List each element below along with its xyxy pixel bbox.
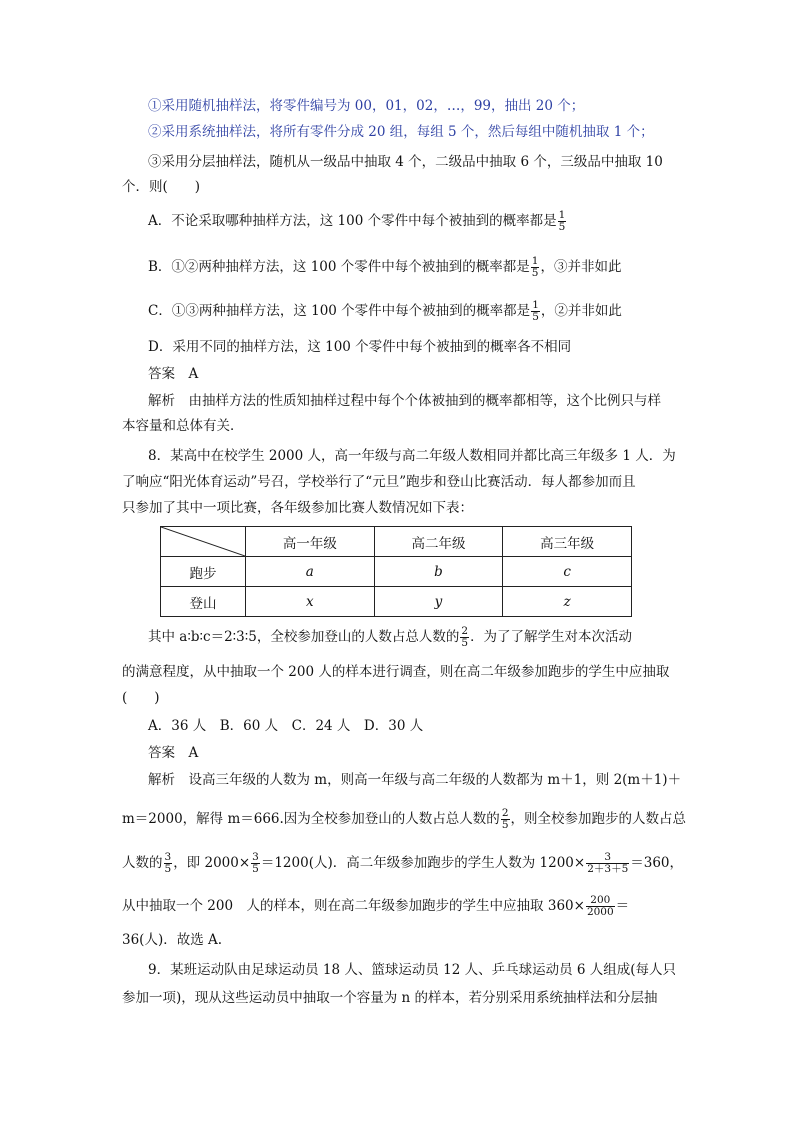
option-d: D．采用不同的抽样方法，这 100 个零件中每个被抽到的概率各不相同 <box>148 339 572 355</box>
fraction-three-fifths: $\frac{3}{5}$ <box>252 851 259 875</box>
table-cell: b <box>374 557 503 587</box>
fraction-200-over-2000: $\frac{200}{2000}$ <box>586 894 614 918</box>
table-cell: x <box>246 587 375 617</box>
row-label-running: 跑步 <box>161 557 246 587</box>
fraction-one-fifth: $\frac{1}{5}$ <box>531 255 539 279</box>
table-cell: a <box>246 557 375 587</box>
method-3: ③采用分层抽样法，随机从一级品中抽取 4 个，二级品中抽取 6 个，三级品中抽取 10 <box>148 154 663 170</box>
table-cell: c <box>503 557 632 587</box>
header-grade-1: 高一年级 <box>246 527 375 557</box>
table-cell: z <box>503 587 632 617</box>
fraction-three-fifths: $\frac{3}{5}$ <box>164 851 172 875</box>
table-cell: y <box>374 587 503 617</box>
answer-8: 答案 A <box>148 745 199 761</box>
explanation-7-cont: 本容量和总体有关． <box>122 418 244 434</box>
table-header-row <box>161 527 632 557</box>
fraction-two-fifths: $\frac{2}{5}$ <box>461 625 469 649</box>
table-row <box>161 557 632 587</box>
option-b: B．①②两种抽样方法，这 100 个零件中每个被抽到的概率都是 $\frac{1}{5}$ ，③并非如此 <box>148 255 622 279</box>
question-8-after-table: 其中 a∶b∶c＝2∶3∶5，全校参加登山的人数占总人数的 $\frac{2}{5}$ ．为了了解学生对本次活动 <box>148 625 633 649</box>
question-8-line3: 只参加了其中一项比赛，各年级参加比赛人数情况如下表： <box>122 500 473 516</box>
header-grade-2: 高二年级 <box>374 527 503 557</box>
explanation-8-line3: 人数的 $\frac{3}{5}$ ，即 2000× $\frac{3}{5}$ ＝1200(人)．高二年级参加跑步的学生人数为 1200× $\frac{3}{2+3+5}$ ＝360， <box>122 851 684 875</box>
header-grade-3: 高三年级 <box>503 527 632 557</box>
method-1 <box>148 96 584 116</box>
method-1-text: ①采用随机抽样法，将零件编号为 00，01，02，…，99，抽出 20 个； <box>148 98 585 114</box>
table-row <box>161 587 632 617</box>
question-8-line2: 了响应“阳光体育运动”号召，学校举行了“元旦”跑步和登山比赛活动．每人都参加而且 <box>122 474 636 490</box>
row-label-climbing: 登山 <box>161 587 246 617</box>
fraction-three-over-sum: $\frac{3}{2+3+5}$ <box>587 851 629 875</box>
question-9-line2: 参加一项)，现从这些运动员中抽取一个容量为 n 的样本，若分别采用系统抽样法和分层抽 <box>122 990 658 1006</box>
fraction-one-fifth: $\frac{1}{5}$ <box>558 209 566 233</box>
grades-table <box>160 526 632 617</box>
fraction-one-fifth: $\frac{1}{5}$ <box>532 299 539 323</box>
method-2 <box>148 122 654 142</box>
option-a: A．不论采取哪种抽样方法，这 100 个零件中每个被抽到的概率都是 $\frac{1}{5}$ <box>148 209 566 233</box>
explanation-8: 解析 设高三年级的人数为 m，则高一年级与高二年级的人数都为 m＋1，则 2(m＋1)＋ <box>148 772 682 788</box>
question-8-after-line2: 的满意程度，从中抽取一个 200 人的样本进行调查，则在高二年级参加跑步的学生中应抽取 <box>122 664 670 680</box>
explanation-7: 解析 由抽样方法的性质知抽样过程中每个个体被抽到的概率都相等，这个比例只与样 <box>148 393 661 409</box>
question-9: 9．某班运动队由足球运动员 18 人、篮球运动员 12 人、乒乓球运动员 6 人组成(每人只 <box>148 962 677 978</box>
question-8-bracket: ( ) <box>122 690 160 706</box>
method-2-text: ②采用系统抽样法，将所有零件分成 20 组，每组 5 个，然后每组中随机抽取 1 个； <box>148 124 654 140</box>
explanation-8-line2: m＝2000，解得 m＝666.因为全校参加登山的人数占总人数的 $\frac{2}{5}$ ，则全校参加跑步的人数占总 <box>122 807 686 831</box>
fraction-two-fifths: $\frac{2}{5}$ <box>501 807 509 831</box>
explanation-8-line4: 从中抽取一个 200 人的样本，则在高二年级参加跑步的学生中应抽取 360× $\frac{200}{2000}$ ＝ <box>122 894 630 918</box>
diagonal-header-cell <box>161 527 246 557</box>
option-c: C．①③两种抽样方法，这 100 个零件中每个被抽到的概率都是 $\frac{1}{5}$ ，②并非如此 <box>148 299 622 323</box>
question-8: 8．某高中在校学生 2000 人，高一年级与高二年级人数相同并都比高三年级多 1 人．为 <box>148 448 676 464</box>
explanation-8-line5: 36(人)．故选 A. <box>122 932 223 948</box>
answer-7: 答案 A <box>148 366 199 382</box>
method-3-cont: 个．则( ) <box>122 179 201 195</box>
question-8-options: A．36 人 B．60 人 C．24 人 D．30 人 <box>148 718 424 734</box>
